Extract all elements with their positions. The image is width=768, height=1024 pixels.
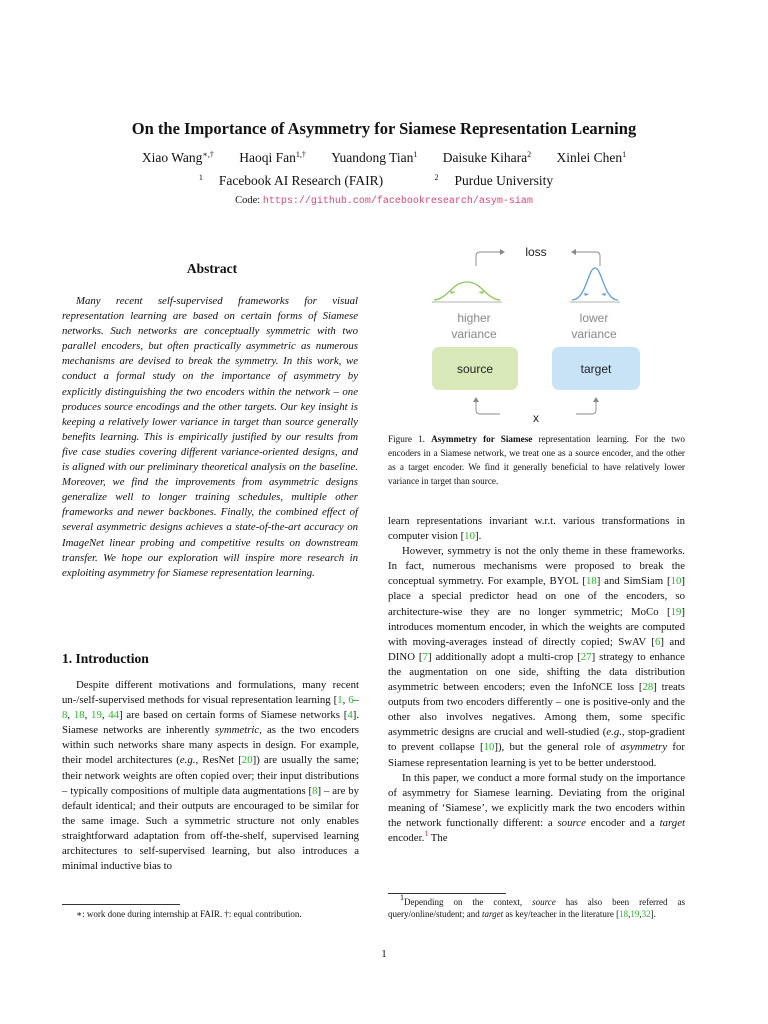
variance-label: variance [571,327,617,341]
loss-label: loss [525,245,547,259]
author: Haoqi Fan$^{1,\dagger}$ [239,150,306,165]
citation-link[interactable]: 1 [337,694,343,707]
citation-link[interactable]: 4 [347,709,353,722]
code-label: Code: [235,195,261,206]
abstract-text: Many recent self-supervised frameworks for visual representation learning are based on certain forms of Siamese networks. Such networks are conceptually symmetric with two parallel encoders, but often practically asymmetric as numerous mechanisms are devised to break the symmetry. In this work, we conduct a formal study on the importance of asymmetry by explicitly distinguishing the two encoders within the network – one produces source encodings and the other targets. Our key insight is keeping a relatively lower variance in target than source generally benefits learning. This is empirically justified by our results from five case studies covering different variance-oriented designs, and is aligned with our preliminary theoretical analysis on the baseline. Moreover, we find the improvements from asymmetric designs generalize well to longer training schedules, multiple other frameworks and newer backbones. Finally, the combined effect of several asymmetric designs achieves a state-of-the-art accuracy on ImageNet linear probing and competitive results on downstream transfer. We hope our exploration will inspire more research in exploiting asymmetry for Siamese representation learning. [62,295,358,579]
author: Daisuke Kihara$^2$ [442,150,532,165]
footnote-rule [62,904,180,905]
narrow-distribution-curve [572,268,618,300]
source-label: source [456,362,494,376]
higher-label: higher [457,311,491,325]
footnote-mark[interactable]: 1 [424,828,429,838]
wide-distribution-curve [434,282,500,300]
citation-link[interactable]: 18 [619,909,629,919]
arrowhead [571,249,576,255]
citation-link[interactable]: 8 [62,709,68,722]
input-arrow-left [476,402,500,414]
citation-link[interactable]: 6 [348,694,354,707]
arrowhead [473,397,479,402]
input-arrow-right [576,402,596,414]
citation-link[interactable]: 18 [585,575,597,588]
citation-link[interactable]: 7 [422,650,428,663]
figure-caption: Figure 1. Asymmetry for Siamese representation learning. For the two encoders in a Siamese network, we treat one as a source encoder, and the other as a target encoder. We find it generally beneficial to have relatively lower variance in target than source. [388,434,685,486]
paragraph: However, symmetry is not the only theme in these frameworks. In fact, numerous mechanisms were proposed to break the conceptual symmetry. For example, BYOL [18] and SimSiam [10] place a special predictor head on one of the encoders, so architecture-wise they are no longer symmetric; MoCo [19] introduces momentum encoder, in which the weights are computed with moving-averages instead of directly copied; SwAV [6] and DINO [7] additionally adopt a multi-crop [27] strategy to enhance the augmentation on one side, shifting the data distribution asymmetric between encoders; even the InfoNCE loss [28] treats outputs from two encoders differently – one is positive-only and the other also involves negatives. Among them, some specific asymmetric designs are crucial and well-studied (e.g., stop-gradient to prevent collapse [10]), but the general role of asymmetry for Siamese representation learning is yet to be better understood. [388,545,685,769]
affiliations [0,173,768,189]
loss-arrow-left [476,252,500,266]
page-number: 1 [381,948,387,960]
citation-link[interactable]: 10 [483,741,495,754]
affiliation: $^1$ Facebook AI Research (FAIR) [198,173,384,188]
variance-label: variance [451,327,497,341]
figure-1-diagram [420,236,660,426]
citation-link[interactable]: 19 [91,709,102,722]
affiliation: $^2$ Purdue University [434,173,554,188]
loss-arrow-right [576,252,600,266]
code-link[interactable]: https://github.com/facebookresearch/asym-siam [262,196,533,207]
input-x-label: x [533,411,539,425]
footnote-left: ∗: work done during internship at FAIR. †: equal contribution. [76,909,302,919]
citation-link[interactable]: 19 [630,909,640,919]
citation-link[interactable]: 27 [580,650,592,663]
arrowhead [450,291,456,294]
code-line [0,195,768,207]
citation-link[interactable]: 19 [670,605,682,618]
paper-title: On the Importance of Asymmetry for Siamese Representation Learning [131,119,637,138]
paragraph: In this paper, we conduct a more formal study on the importance of asymmetry for Siamese learning. Deviating from the original meaning of ‘Siamese’, we explicitly mark the two encoders within the network functionally different: a source encoder and a target encoder.$^1$ The [388,771,685,844]
arrowhead [601,293,606,296]
footnote-right: $^1$Depending on the context, source has also been referred as query/online/student; and target as key/teacher in the literature [18,19,32]. [388,893,686,919]
citation-link[interactable]: 10 [464,530,475,543]
citation-link[interactable]: 44 [108,709,120,722]
citation-link[interactable]: 20 [241,754,253,767]
right-column-text [388,514,685,846]
footnote-rule [388,893,506,894]
target-label: target [580,362,612,376]
intro-heading: 1. Introduction [62,651,149,666]
author: Xiao Wang∗,† [141,150,214,165]
paragraph: learn representations invariant w.r.t. various transformations in computer vision [10]. [388,515,685,543]
author: Xinlei Chen$^1$ [556,150,627,165]
citation-link[interactable]: 32 [641,909,651,919]
lower-label: lower [579,311,609,325]
citation-link[interactable]: 6 [655,635,661,648]
citation-link[interactable]: 8 [312,784,318,797]
abstract-heading: Abstract [186,261,238,276]
arrowhead [478,291,484,294]
arrowhead [593,397,599,402]
author-list [0,150,768,166]
arrowhead [500,249,505,255]
intro-paragraph: Despite different motivations and formulations, many recent un-/self-supervised methods for visual representation learning [1, 6–8, 18, 19, 44] are based on certain forms of Siamese networks [4]. Siamese networks are inherently symmetric, as the two encoders within such networks share many aspects in design. For example, their model architectures (e.g., ResNet [20]) are usually the same; their network weights are often copied over; their input distributions – typically compositions of multiple data augmentations [8] – are by default identical; and their outputs are encouraged to be similar for the same image. Such a symmetric structure not only enables straightforward adaptation from off-the-shelf, supervised learning architectures to self-supervised learning, but also introduces a minimal inductive bias to [62,679,360,873]
citation-link[interactable]: 10 [670,575,682,588]
citation-link[interactable]: 28 [642,681,654,694]
author: Yuandong Tian$^1$ [331,150,418,165]
arrowhead [584,293,589,296]
citation-link[interactable]: 18 [73,709,85,722]
